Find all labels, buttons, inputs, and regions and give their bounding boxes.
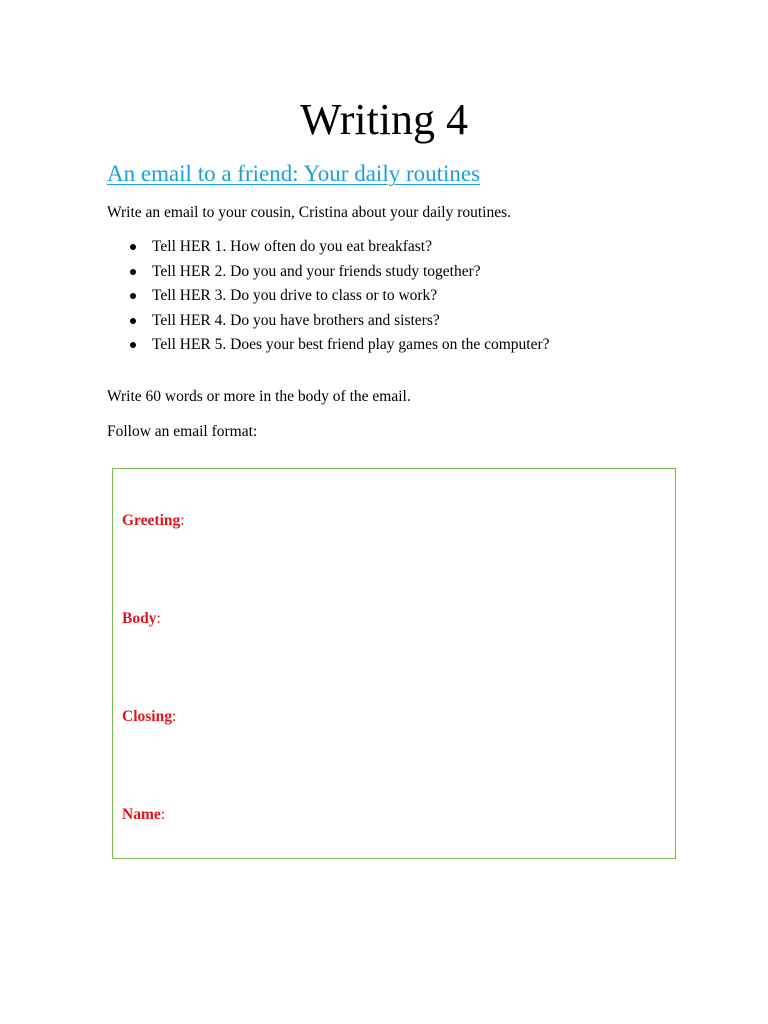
body-label-text: Body	[122, 610, 157, 627]
name-label	[122, 805, 165, 825]
label-colon: :	[171, 708, 177, 725]
task-text: Tell HER 5. Does your best friend play games on the computer?	[152, 336, 550, 353]
greeting-label	[122, 511, 185, 531]
intro-instruction: Write an email to your cousin, Cristina about your daily routines.	[107, 204, 512, 221]
name-label-text: Name	[122, 806, 161, 823]
bullet-icon	[130, 269, 136, 275]
task-list-item	[127, 235, 550, 260]
label-colon: :	[180, 512, 185, 529]
task-list-item	[127, 284, 550, 309]
task-text: Tell HER 2. Do you and your friends study together?	[152, 262, 481, 280]
task-text: Tell HER 4. Do you have brothers and sisters?	[152, 311, 440, 329]
closing-label	[122, 707, 176, 727]
bullet-icon	[130, 342, 136, 348]
task-list	[127, 235, 550, 358]
label-colon: :	[156, 610, 161, 627]
bullet-icon	[130, 244, 136, 250]
closing-label-text: Closing	[122, 708, 172, 725]
page-title: Writing 4	[299, 95, 469, 144]
page-subtitle: An email to a friend: Your daily routines	[107, 161, 481, 186]
bullet-icon	[130, 318, 136, 324]
task-text: Tell HER 1. How often do you eat breakfast?	[152, 238, 432, 255]
email-format-box	[112, 468, 676, 859]
task-list-item	[127, 333, 550, 358]
bullet-icon	[130, 293, 136, 299]
task-text: Tell HER 3. Do you drive to class or to work?	[152, 287, 438, 304]
task-list-item	[127, 260, 550, 285]
label-colon: :	[160, 806, 166, 823]
greeting-label-text: Greeting	[122, 512, 181, 529]
body-label	[122, 609, 161, 629]
task-list-item	[127, 309, 550, 334]
format-instruction: Follow an email format:	[107, 423, 258, 440]
word-requirement: Write 60 words or more in the body of the email.	[107, 388, 411, 405]
